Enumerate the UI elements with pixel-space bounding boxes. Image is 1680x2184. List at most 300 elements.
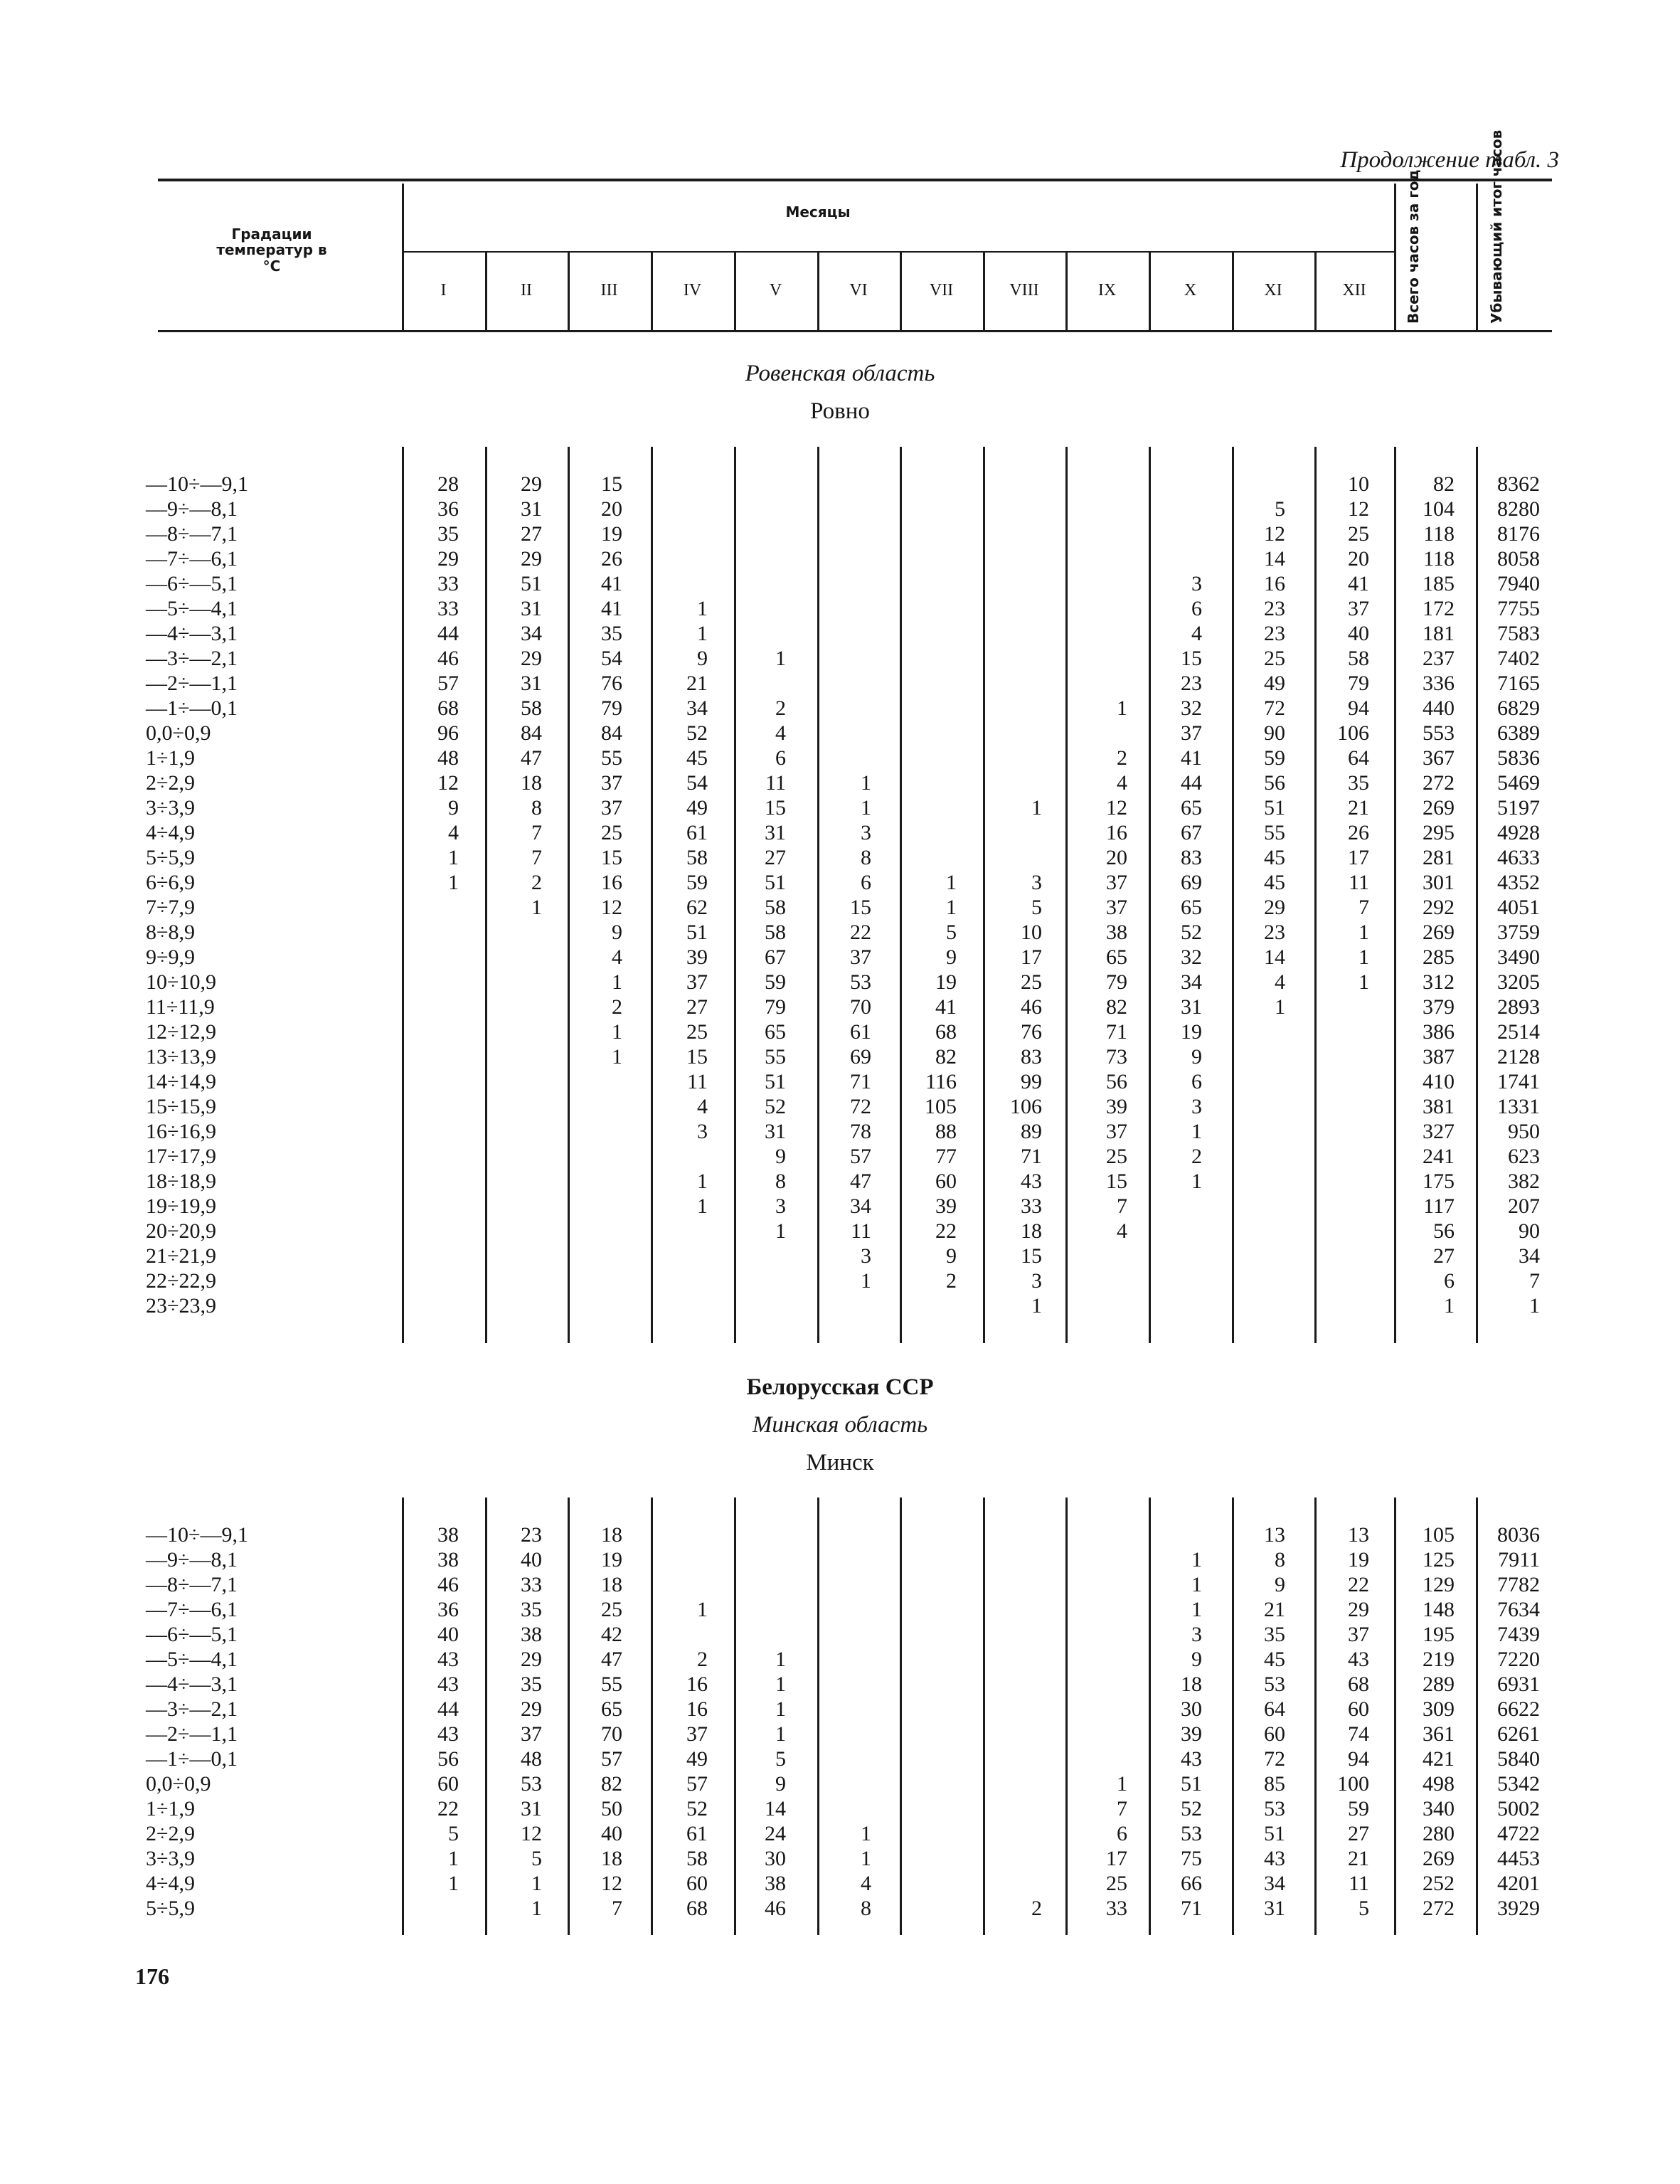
- table-cell: 20: [1348, 547, 1369, 571]
- temperature-gradation: 10÷10,9: [146, 970, 216, 994]
- table-cell: 379: [1423, 995, 1455, 1019]
- table-cell: 289: [1423, 1673, 1455, 1696]
- table-cell: 18: [1181, 1673, 1202, 1696]
- table-cell: 21: [686, 672, 708, 695]
- temperature-gradation: 23÷23,9: [146, 1294, 216, 1318]
- table-cell: 175: [1423, 1170, 1455, 1193]
- header-column-line: [1149, 253, 1151, 330]
- table-cell: 13: [1264, 1523, 1285, 1547]
- table-cell: 33: [1106, 1897, 1127, 1920]
- table-cell: 65: [601, 1697, 622, 1721]
- table-cell: 68: [1348, 1673, 1369, 1696]
- table-cell: 38: [765, 1872, 786, 1895]
- table-cell: 7940: [1497, 572, 1540, 595]
- month-label: III: [600, 281, 618, 299]
- table-cell: 31: [765, 1120, 786, 1143]
- table-cell: 381: [1423, 1095, 1455, 1118]
- table-cell: 1: [448, 1872, 459, 1895]
- table-cell: 3: [1191, 1095, 1202, 1118]
- table-cell: 2: [1191, 1145, 1202, 1168]
- table-cell: 49: [1264, 672, 1285, 695]
- month-label: VI: [849, 281, 868, 299]
- table-cell: 6: [1117, 1822, 1127, 1845]
- months-header: Месяцы: [785, 203, 851, 221]
- table-cell: 29: [521, 547, 542, 571]
- table-cell: 301: [1423, 871, 1455, 894]
- table-cell: 10: [1021, 921, 1042, 944]
- month-label: VIII: [1009, 281, 1039, 299]
- table-cell: 1: [697, 597, 708, 620]
- table-cell: 421: [1423, 1747, 1455, 1771]
- table-cell: 14: [1264, 547, 1285, 571]
- header-column-line: [1476, 184, 1478, 330]
- header-column-line: [402, 184, 404, 330]
- table-cell: 37: [1348, 597, 1369, 620]
- table-cell: 281: [1423, 846, 1455, 869]
- table-cell: 32: [1181, 945, 1202, 969]
- table-cell: 498: [1423, 1772, 1455, 1796]
- table-cell: 27: [686, 995, 708, 1019]
- table-cell: 2: [1117, 746, 1127, 770]
- table-cell: 207: [1508, 1194, 1540, 1218]
- section-city-1: Ровно: [810, 398, 870, 424]
- temperature-gradation: 3÷3,9: [146, 1847, 195, 1870]
- table-cell: 252: [1423, 1872, 1455, 1895]
- table-cell: 8058: [1497, 547, 1540, 571]
- table-cell: 38: [437, 1548, 459, 1571]
- table-cell: 43: [1181, 1747, 1202, 1771]
- temperature-gradation: —5÷—4,1: [146, 597, 238, 620]
- temperature-gradation: 7÷7,9: [146, 896, 195, 919]
- table-cell: 367: [1423, 746, 1455, 770]
- table-cell: 73: [1106, 1045, 1127, 1069]
- table-cell: 70: [601, 1722, 622, 1746]
- table-cell: 4: [1275, 970, 1285, 994]
- table-cell: 51: [1264, 1822, 1285, 1845]
- table-cell: 295: [1423, 821, 1455, 844]
- table-cell: 90: [1519, 1219, 1540, 1243]
- table-cell: 37: [521, 1722, 542, 1746]
- table-cell: 57: [686, 1772, 708, 1796]
- table-cell: 3: [861, 1244, 871, 1268]
- table-cell: 3490: [1497, 945, 1540, 969]
- table-cell: 40: [1348, 622, 1369, 645]
- table-cell: 75: [1181, 1847, 1202, 1870]
- table-cell: 4453: [1497, 1847, 1540, 1870]
- table-cell: 12: [521, 1822, 542, 1845]
- header-column-line: [651, 253, 653, 330]
- table-cell: 623: [1508, 1145, 1540, 1168]
- table-cell: 34: [686, 696, 708, 720]
- temperature-gradation: 17÷17,9: [146, 1145, 216, 1168]
- table-cell: 58: [1348, 647, 1369, 670]
- table-cell: 54: [686, 771, 708, 795]
- table-cell: 7: [1529, 1269, 1540, 1293]
- table-cell: 3759: [1497, 921, 1540, 944]
- table-cell: 39: [935, 1194, 957, 1218]
- table-cell: 18: [601, 1573, 622, 1596]
- table-cell: 7: [1359, 896, 1369, 919]
- table-cell: 82: [1433, 472, 1455, 496]
- table-cell: 7: [1117, 1797, 1127, 1820]
- table-cell: 19: [1348, 1548, 1369, 1571]
- table-cell: 6389: [1497, 721, 1540, 745]
- table-cell: 312: [1423, 970, 1455, 994]
- table-cell: 56: [1264, 771, 1285, 795]
- table-cell: 1: [775, 647, 786, 670]
- table-cell: 4: [697, 1095, 708, 1118]
- table-cell: 8: [1275, 1548, 1285, 1571]
- table-cell: 440: [1423, 696, 1455, 720]
- table-cell: 327: [1423, 1120, 1455, 1143]
- temperature-gradation: —4÷—3,1: [146, 1673, 238, 1696]
- table-cell: 4: [448, 821, 459, 844]
- temperature-gradation: —3÷—2,1: [146, 647, 238, 670]
- table-cell: 1: [861, 796, 871, 820]
- table-cell: 71: [1106, 1020, 1127, 1044]
- table-cell: 12: [1106, 796, 1127, 820]
- table-cell: 12: [437, 771, 459, 795]
- temperature-gradation: —4÷—3,1: [146, 622, 238, 645]
- table-cell: 181: [1423, 622, 1455, 645]
- table-cell: 309: [1423, 1697, 1455, 1721]
- table-cell: 15: [765, 796, 786, 820]
- temperature-gradation: 8÷8,9: [146, 921, 195, 944]
- table-cell: 27: [765, 846, 786, 869]
- continuation-title: Продолжение табл. 3: [1340, 147, 1559, 173]
- column-line: [983, 1497, 985, 1935]
- temperature-gradation: 2÷2,9: [146, 1822, 195, 1845]
- table-cell: 3: [775, 1194, 786, 1218]
- temperature-gradation: —2÷—1,1: [146, 1722, 238, 1746]
- table-cell: 5840: [1497, 1747, 1540, 1771]
- table-cell: 68: [437, 696, 459, 720]
- table-cell: 1: [775, 1722, 786, 1746]
- table-cell: 74: [1348, 1722, 1369, 1746]
- table-cell: 2: [775, 696, 786, 720]
- table-cell: 33: [437, 572, 459, 595]
- table-cell: 41: [1181, 746, 1202, 770]
- table-cell: 272: [1423, 1897, 1455, 1920]
- table-cell: 15: [686, 1045, 708, 1069]
- table-cell: 118: [1423, 547, 1455, 571]
- table-cell: 1: [1359, 970, 1369, 994]
- table-cell: 25: [1264, 647, 1285, 670]
- table-cell: 58: [521, 696, 542, 720]
- table-cell: 25: [1106, 1872, 1127, 1895]
- table-cell: 76: [601, 672, 622, 695]
- table-cell: 31: [1264, 1897, 1285, 1920]
- table-cell: 60: [935, 1170, 957, 1193]
- temperature-gradation: —8÷—7,1: [146, 1573, 238, 1596]
- temperature-gradation: 5÷5,9: [146, 1897, 195, 1920]
- temperature-gradation: 14÷14,9: [146, 1070, 216, 1093]
- table-cell: 1: [861, 1269, 871, 1293]
- table-cell: 7755: [1497, 597, 1540, 620]
- table-cell: 6931: [1497, 1673, 1540, 1696]
- temperature-gradation: 4÷4,9: [146, 821, 195, 844]
- table-cell: 82: [601, 1772, 622, 1796]
- table-cell: 45: [1264, 871, 1285, 894]
- table-cell: 22: [935, 1219, 957, 1243]
- table-cell: 41: [1348, 572, 1369, 595]
- table-cell: 21: [1348, 796, 1369, 820]
- table-cell: 1: [697, 1194, 708, 1218]
- table-cell: 70: [850, 995, 871, 1019]
- table-cell: 1: [1191, 1598, 1202, 1621]
- table-cell: 5: [1359, 1897, 1369, 1920]
- month-label: IV: [683, 281, 702, 299]
- table-cell: 82: [935, 1045, 957, 1069]
- table-cell: 272: [1423, 771, 1455, 795]
- table-cell: 8: [775, 1170, 786, 1193]
- temperature-gradation: 11÷11,9: [146, 995, 215, 1019]
- table-cell: 51: [765, 871, 786, 894]
- table-cell: 62: [686, 896, 708, 919]
- table-cell: 23: [1264, 622, 1285, 645]
- temperature-gradation: —9÷—8,1: [146, 497, 238, 521]
- table-cell: 16: [1264, 572, 1285, 595]
- temperature-gradation: 13÷13,9: [146, 1045, 216, 1069]
- table-cell: 40: [437, 1623, 459, 1646]
- table-cell: 49: [686, 796, 708, 820]
- table-cell: 125: [1423, 1548, 1455, 1571]
- table-cell: 8: [861, 846, 871, 869]
- table-cell: 285: [1423, 945, 1455, 969]
- table-cell: 56: [437, 1747, 459, 1771]
- table-cell: 46: [437, 647, 459, 670]
- table-cell: 27: [521, 522, 542, 546]
- table-cell: 1: [531, 1872, 542, 1895]
- table-cell: 57: [437, 672, 459, 695]
- table-cell: 105: [925, 1095, 957, 1118]
- table-cell: 195: [1423, 1623, 1455, 1646]
- table-cell: 118: [1423, 522, 1455, 546]
- table-cell: 4633: [1497, 846, 1540, 869]
- table-cell: 20: [1106, 846, 1127, 869]
- table-cell: 43: [1021, 1170, 1042, 1193]
- table-cell: 5197: [1497, 796, 1540, 820]
- gradations-header: Градации температур в °C: [216, 226, 327, 275]
- temperature-gradation: 19÷19,9: [146, 1194, 216, 1218]
- table-cell: 5: [775, 1747, 786, 1771]
- table-cell: 7: [531, 821, 542, 844]
- table-cell: 22: [437, 1797, 459, 1820]
- table-cell: 1: [531, 1897, 542, 1920]
- table-cell: 23: [1264, 921, 1285, 944]
- table-cell: 35: [1264, 1623, 1285, 1646]
- table-cell: 52: [765, 1095, 786, 1118]
- table-cell: 40: [601, 1822, 622, 1845]
- table-cell: 100: [1337, 1772, 1369, 1796]
- table-cell: 71: [850, 1070, 871, 1093]
- table-cell: 31: [765, 821, 786, 844]
- table-cell: 9: [697, 647, 708, 670]
- table-cell: 30: [765, 1847, 786, 1870]
- temperature-gradation: —5÷—4,1: [146, 1648, 238, 1671]
- table-cell: 16: [1106, 821, 1127, 844]
- table-cell: 58: [765, 896, 786, 919]
- table-cell: 71: [1181, 1897, 1202, 1920]
- table-cell: 37: [686, 1722, 708, 1746]
- table-cell: 5: [1031, 896, 1042, 919]
- table-cell: 43: [1264, 1847, 1285, 1870]
- table-cell: 29: [521, 1697, 542, 1721]
- table-cell: 6261: [1497, 1722, 1540, 1746]
- table-cell: 57: [850, 1145, 871, 1168]
- table-cell: 65: [1106, 945, 1127, 969]
- table-cell: 7220: [1497, 1648, 1540, 1671]
- table-cell: 33: [1021, 1194, 1042, 1218]
- table-cell: 361: [1423, 1722, 1455, 1746]
- table-cell: 386: [1423, 1020, 1455, 1044]
- temperature-gradation: —6÷—5,1: [146, 572, 238, 595]
- table-cell: 99: [1021, 1070, 1042, 1093]
- header-column-line: [900, 253, 902, 330]
- temperature-gradation: —6÷—5,1: [146, 1623, 238, 1646]
- table-cell: 29: [1264, 896, 1285, 919]
- total-hours-header: Всего часов за год: [1405, 169, 1422, 324]
- table-cell: 33: [521, 1573, 542, 1596]
- month-label: I: [440, 281, 447, 299]
- page-number: 176: [135, 1963, 169, 1989]
- table-cell: 68: [935, 1020, 957, 1044]
- table-cell: 37: [1106, 1120, 1127, 1143]
- table-cell: 14: [765, 1797, 786, 1820]
- table-cell: 41: [601, 597, 622, 620]
- section-region-1: Ровенская область: [745, 361, 935, 386]
- temperature-gradation: —2÷—1,1: [146, 672, 238, 695]
- table-cell: 1: [1529, 1294, 1540, 1318]
- table-cell: 45: [1264, 846, 1285, 869]
- table-cell: 336: [1423, 672, 1455, 695]
- table-cell: 1: [1359, 945, 1369, 969]
- table-cell: 19: [601, 1548, 622, 1571]
- table-cell: 7782: [1497, 1573, 1540, 1596]
- table-cell: 16: [601, 871, 622, 894]
- table-cell: 39: [1106, 1095, 1127, 1118]
- table-cell: 21: [1348, 1847, 1369, 1870]
- table-cell: 83: [1021, 1045, 1042, 1069]
- table-cell: 43: [437, 1722, 459, 1746]
- table-cell: 29: [1348, 1598, 1369, 1621]
- table-cell: 1: [448, 846, 459, 869]
- table-cell: 11: [687, 1070, 708, 1093]
- table-cell: 7911: [1498, 1548, 1540, 1571]
- table-cell: 1: [946, 896, 957, 919]
- temperature-gradation: 9÷9,9: [146, 945, 195, 969]
- table-cell: 17: [1348, 846, 1369, 869]
- table-cell: 2128: [1497, 1045, 1540, 1069]
- table-cell: 9: [775, 1145, 786, 1168]
- table-cell: 22: [850, 921, 871, 944]
- table-cell: 2: [612, 995, 622, 1019]
- table-cell: 31: [521, 497, 542, 521]
- table-cell: 4: [1191, 622, 1202, 645]
- table-cell: 25: [601, 821, 622, 844]
- table-cell: 52: [686, 1797, 708, 1820]
- month-label: X: [1184, 281, 1197, 299]
- table-cell: 5: [946, 921, 957, 944]
- table-cell: 53: [1181, 1822, 1202, 1845]
- table-cell: 41: [935, 995, 957, 1019]
- table-cell: 9: [448, 796, 459, 820]
- table-cell: 77: [935, 1145, 957, 1168]
- table-cell: 34: [1264, 1872, 1285, 1895]
- temperature-gradation: 22÷22,9: [146, 1269, 216, 1293]
- table-cell: 59: [1264, 746, 1285, 770]
- table-cell: 72: [1264, 696, 1285, 720]
- month-label: V: [769, 281, 782, 299]
- table-cell: 60: [1264, 1722, 1285, 1746]
- table-cell: 43: [1348, 1648, 1369, 1671]
- table-cell: 58: [686, 1847, 708, 1870]
- table-cell: 8176: [1497, 522, 1540, 546]
- table-cell: 23: [1181, 672, 1202, 695]
- months-divider: [402, 251, 1394, 253]
- table-cell: 61: [850, 1020, 871, 1044]
- table-cell: 20: [601, 497, 622, 521]
- table-cell: 25: [601, 1598, 622, 1621]
- table-cell: 269: [1423, 796, 1455, 820]
- table-cell: 29: [521, 472, 542, 496]
- table-cell: 3: [861, 821, 871, 844]
- month-label: IX: [1097, 281, 1117, 299]
- table-cell: 9: [1275, 1573, 1285, 1596]
- table-cell: 2: [1031, 1897, 1042, 1920]
- table-cell: 5002: [1497, 1797, 1540, 1820]
- table-cell: 219: [1423, 1648, 1455, 1671]
- table-cell: 3: [1031, 1269, 1042, 1293]
- temperature-gradation: 21÷21,9: [146, 1244, 216, 1268]
- table-cell: 55: [601, 1673, 622, 1696]
- table-cell: 23: [1264, 597, 1285, 620]
- table-cell: 4352: [1497, 871, 1540, 894]
- table-cell: 47: [601, 1648, 622, 1671]
- table-cell: 1: [697, 622, 708, 645]
- table-cell: 11: [1349, 871, 1369, 894]
- table-cell: 44: [1181, 771, 1202, 795]
- table-cell: 55: [765, 1045, 786, 1069]
- table-cell: 1: [1191, 1573, 1202, 1596]
- table-cell: 89: [1021, 1120, 1042, 1143]
- table-cell: 39: [686, 945, 708, 969]
- table-cell: 45: [686, 746, 708, 770]
- table-cell: 106: [1337, 721, 1369, 745]
- table-cell: 51: [686, 921, 708, 944]
- table-cell: 15: [1106, 1170, 1127, 1193]
- table-cell: 31: [521, 1797, 542, 1820]
- header-column-line: [734, 253, 736, 330]
- header-column-line: [1065, 253, 1068, 330]
- table-cell: 58: [686, 846, 708, 869]
- temperature-gradation: —10÷—9,1: [146, 1523, 248, 1547]
- table-cell: 28: [437, 472, 459, 496]
- table-cell: 11: [765, 771, 786, 795]
- table-cell: 35: [601, 622, 622, 645]
- table-cell: 4722: [1497, 1822, 1540, 1845]
- header-column-line: [983, 253, 985, 330]
- table-cell: 13: [1348, 1523, 1369, 1547]
- table-cell: 104: [1423, 497, 1455, 521]
- table-cell: 76: [1021, 1020, 1042, 1044]
- table-cell: 19: [1181, 1020, 1202, 1044]
- table-cell: 6: [1191, 597, 1202, 620]
- table-cell: 37: [1106, 896, 1127, 919]
- table-cell: 18: [1021, 1219, 1042, 1243]
- table-cell: 21: [1264, 1598, 1285, 1621]
- table-cell: 64: [1264, 1697, 1285, 1721]
